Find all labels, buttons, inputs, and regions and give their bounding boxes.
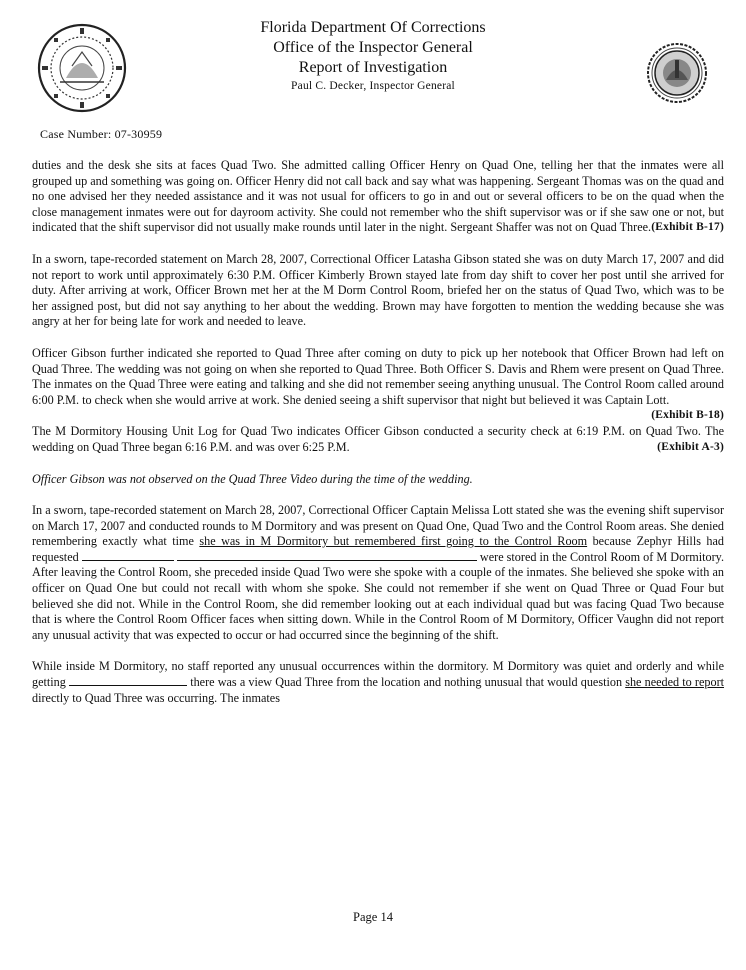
paragraph-text: In a sworn, tape-recorded statement on March 28, 2007, Correctional Officer Captain Melissa Lott stated she was the evening shift supervisor on March 17, 2007 and conducted rounds to M Dormitory and was present on Quad One, Quad Two and the Control Room areas. She denied remembering exactly what time [32, 503, 724, 549]
underlined-text: she was in M Dormitory but remembered first going to the Control Room [199, 534, 588, 549]
header-inspector: Paul C. Decker, Inspector General [291, 80, 455, 92]
paragraph-text: The M Dormitory Housing Unit Log for Quad Two indicates Officer Gibson conducted a security check at 6:19 P.M. on Quad Two. The wedding on Quad Three began 6:16 P.M. and was over 6:25 P.M. [32, 424, 724, 454]
paragraph [32, 424, 724, 455]
header-report-title: Report of Investigation [298, 59, 448, 76]
paragraph-text: Officer Gibson further indicated she reported to Quad Three after coming on duty to pick up her notebook that Officer Brown had left on Quad Three. The wedding was not going on when she reported to Quad Three. Both Officer S. Davis and Rhem were present on Quad Three. The inmates on the Quad Three were eating and talking and she did not remember seeing anything unusual. The Control Room called around 6:00 P.M. to check when she would arrive at work. She denied seeing a shift supervisor that night but believed it was Captain Lott. [32, 345, 724, 407]
exhibit-reference: (Exhibit B-18) [651, 409, 724, 422]
page-number: Page 14 [353, 910, 393, 924]
paragraph-text: there was a view Quad Three from the location and nothing unusual that would question [187, 675, 626, 690]
paragraph [32, 158, 724, 236]
underlined-text: she needed to report [625, 675, 725, 690]
florida-state-seal-icon [646, 42, 708, 104]
header-office: Office of the Inspector General [273, 39, 473, 56]
exhibit-reference: (Exhibit A-3) [657, 440, 724, 453]
paragraph-text: directly to Quad Three was occurring. The inmates [32, 690, 280, 705]
redaction-blank [69, 675, 187, 686]
section-heading: Officer Gibson was not observed on the Quad Three Video during the time of the wedding. [32, 471, 473, 486]
report-body [32, 158, 724, 722]
header-department: Florida Department Of Corrections [260, 19, 486, 36]
paragraph-text: While inside M Dormitory, no staff reported any unusual occurrences within the dormitory. M Dormitory was quiet and orderly and while getting [32, 659, 724, 690]
paragraph [32, 503, 724, 643]
exhibit-reference: (Exhibit B-17) [651, 221, 724, 234]
paragraph-text: duties and the desk she sits at faces Quad Two. She admitted calling Officer Henry on Quad One, telling her that the inmates were all grouped up and something was going on. Officer Henry did not call back and say what was happening. Sergeant Thomas was on the quad and no one advised her they needed assistance and it was not usual for officers to go in and out or several officers to be on the quad when the close management inmates were out for dayroom activity. She could not remember who the shift supervisor was or if she saw one or not, but indicated that the shift supervisor did not usually make rounds until later in the night. Sergeant Shaffer was not on Quad Three. [32, 158, 724, 235]
report-header [0, 18, 746, 94]
paragraph [32, 659, 724, 706]
case-number: Case Number: 07-30959 [40, 127, 163, 141]
paragraph-text: were stored in the Control Room of M Dormitory. After leaving the Control Room, she preceded inside Quad Two were she spoke with a couple of the inmates. She believed she spoke with an officer on Quad One but could not recall with whom she spoke. She could not remember if she went on Quad Three or Quad Four but believed she did not. While in the Control Room, she did remember looking out at each individual quad but was facing Quad Two because that is where the Control Room Officer faces when sitting down. While in the Control Room of M Dormitory, Officer Vaughn did not report any unusual activity that was expected to occur or had occurred since the beginning of the shift. [32, 549, 725, 642]
redaction-blank [82, 550, 174, 561]
redaction-blank [177, 550, 477, 561]
paragraph [32, 345, 724, 422]
paragraph: In a sworn, tape-recorded statement on March 28, 2007, Correctional Officer Latasha Gibson stated she was on duty March 17, 2007 and did not report to work until approximately 6:30 P.M. Officer Kimberly Brown stayed late from day shift to cover her post until she arrived for duty. After arriving at work, Officer Brown met her at the M Dorm Control Room, briefed her on the status of Quad Two, which was to be her assigned post, but did not say anything to her about the wedding. Brown may have forgotten to mention the wedding because she was angry at her for being late for work and needed to leave. [32, 251, 724, 329]
paragraph-text: because Zephyr Hills had requested [32, 534, 725, 564]
